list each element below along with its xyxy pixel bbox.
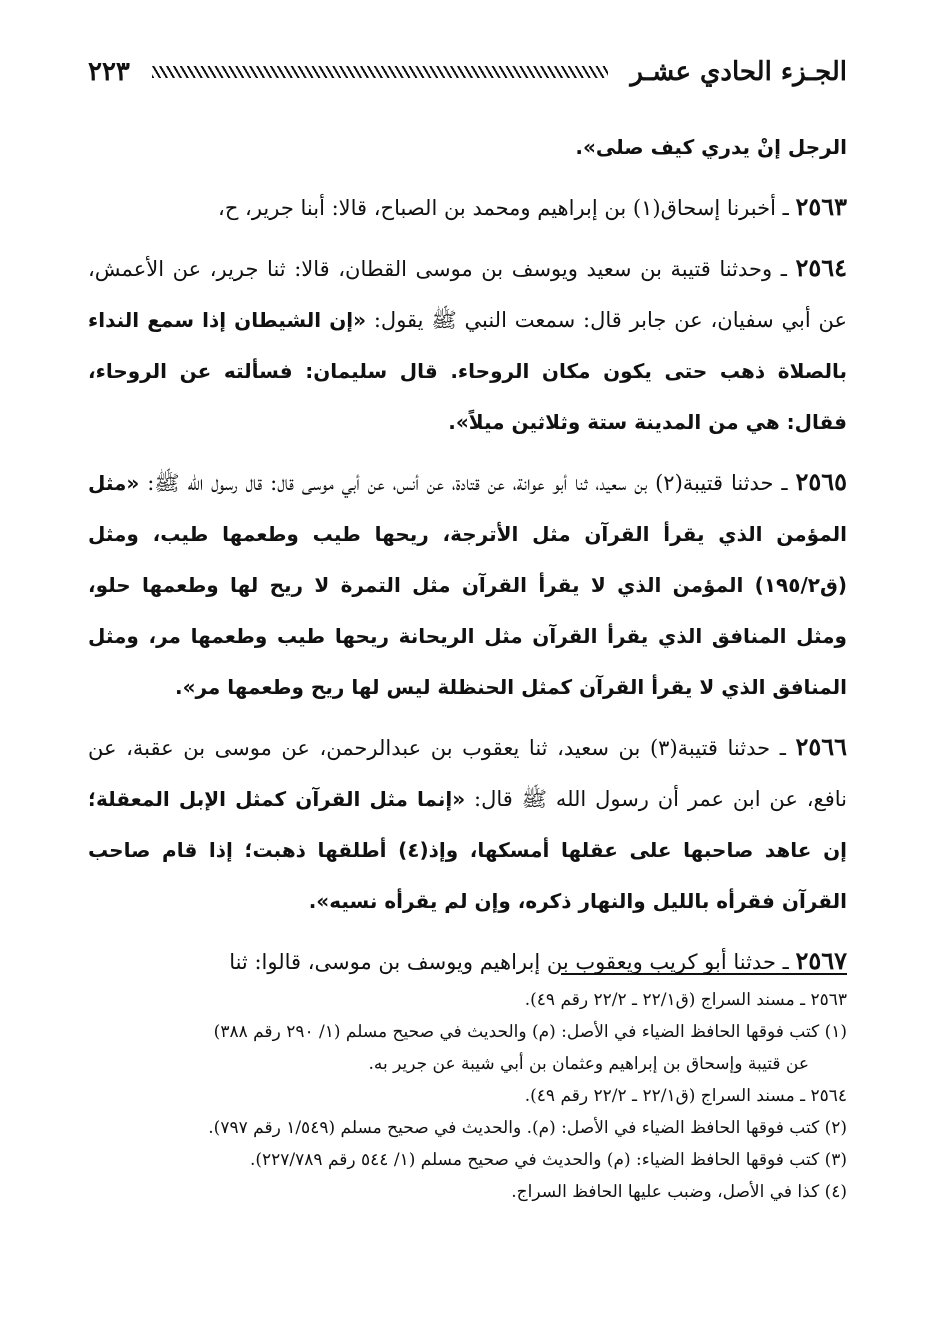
hadith-number: ٢٥٦٧ <box>795 946 847 975</box>
footnotes <box>88 985 847 1209</box>
hadith-2565 <box>88 456 847 713</box>
source-note-2563: ٢٥٦٣ ـ مسند السراج (ق٢٢/١ ـ ٢٢/٢ رقم ٤٩). <box>524 990 847 1010</box>
hadith-number: ٢٥٦٦ <box>795 732 847 761</box>
continued-matn: الرجل إنْ يدري كيف صلى». <box>575 135 847 159</box>
hadith-number: ٢٥٦٣ <box>795 192 847 221</box>
source-note-2564: ٢٥٦٤ ـ مسند السراج (ق٢٢/١ ـ ٢٢/٢ رقم ٤٩). <box>524 1086 847 1106</box>
main-text <box>88 122 847 996</box>
hadith-2567 <box>88 935 847 988</box>
running-title: الجـزء الحادي عشـر <box>630 57 847 87</box>
hadith-2564 <box>88 242 847 448</box>
hadith-isnad: ـ حدثنا قتيبة(٣) بن سعيد، ثنا يعقوب بن عبدالرحمن، عن موسى بن عقبة، عن نافع، عن ابن عمر أن رسول الله ﷺ قال: <box>88 736 847 811</box>
hadith-number: ٢٥٦٥ <box>795 467 848 496</box>
header-divider <box>152 66 608 78</box>
hadith-isnad: ـ وحدثنا قتيبة بن سعيد ويوسف بن موسى القطان، قالا: ثنا جرير، عن الأعمش، عن أبي سفيان، عن جابر قال: سمعت النبي ﷺ يقول: <box>88 257 847 332</box>
hadith-number: ٢٥٦٤ <box>795 253 847 282</box>
footnote-2: (٢) كتب فوقها الحافظ الضياء في الأصل: (م). والحديث في صحيح مسلم (١/٥٤٩ رقم ٧٩٧). <box>208 1118 847 1138</box>
hadith-2563 <box>88 181 847 234</box>
page-header <box>88 52 847 92</box>
footnote-4: (٤) كذا في الأصل، وضبب عليها الحافظ السراج. <box>511 1182 847 1202</box>
hadith-matn: «مثل المؤمن الذي يقرأ القرآن مثل الأترجة، ريحها طيب وطعمها طيب، ومثل (ق١٩٥/٢) المؤمن الذي لا يقرأ القرآن مثل التمرة لا ريح لها وطعمها حلو، ومثل المنافق الذي يقرأ القرآن مثل الريحانة ريحها طيب وطعمها مر، ومثل المنافق الذي لا يقرأ القرآن كمثل الحنظلة ليس لها ريح وطعمها مر». <box>88 471 847 699</box>
footnote-1-continuation: عن قتيبة وإسحاق بن إبراهيم وعثمان بن أبي شيبة عن جرير به. <box>368 1054 809 1074</box>
footnote-divider <box>561 973 847 975</box>
hadith-isnad: ـ حدثنا قتيبة(٢) بن سعيد، ثنا أبو عوانة، عن قتادة، عن أنس، عن أبي موسى قال: قال رسول الله ﷺ: <box>139 471 796 495</box>
hadith-matn: «إنما مثل القرآن كمثل الإبل المعقلة؛ إن عاهد صاحبها على عقلها أمسكها، وإذ(٤) أطلقها ذهبت؛ إذا قام صاحب القرآن فقرأه بالليل والنهار ذكره، وإن لم يقرأه نسيه». <box>88 787 848 913</box>
hadith-matn: «إن الشيطان إذا سمع النداء بالصلاة ذهب حتى يكون مكان الروحاء. قال سليمان: فسألته عن الروحاء، فقال: هي من المدينة ستة وثلاثين ميلاً». <box>88 308 847 434</box>
continued-paragraph <box>88 122 847 173</box>
footnote-3: (٣) كتب فوقها الحافظ الضياء: (م) والحديث في صحيح مسلم (١/ ٥٤٤ رقم ٢٢٧/٧٨٩). <box>249 1150 847 1170</box>
page-number: ٢٢٣ <box>88 57 130 87</box>
hadith-isnad: ـ أخبرنا إسحاق(١) بن إبراهيم ومحمد بن الصباح، قالا: أبنا جرير، ح، <box>218 196 796 220</box>
hadith-2566 <box>88 721 847 927</box>
footnote-1: (١) كتب فوقها الحافظ الضياء في الأصل: (م) والحديث في صحيح مسلم (١/ ٢٩٠ رقم ٣٨٨) <box>213 1022 847 1042</box>
hadith-isnad: ـ حدثنا أبو كريب ويعقوب بن إبراهيم ويوسف بن موسى، قالوا: ثنا <box>229 950 796 974</box>
